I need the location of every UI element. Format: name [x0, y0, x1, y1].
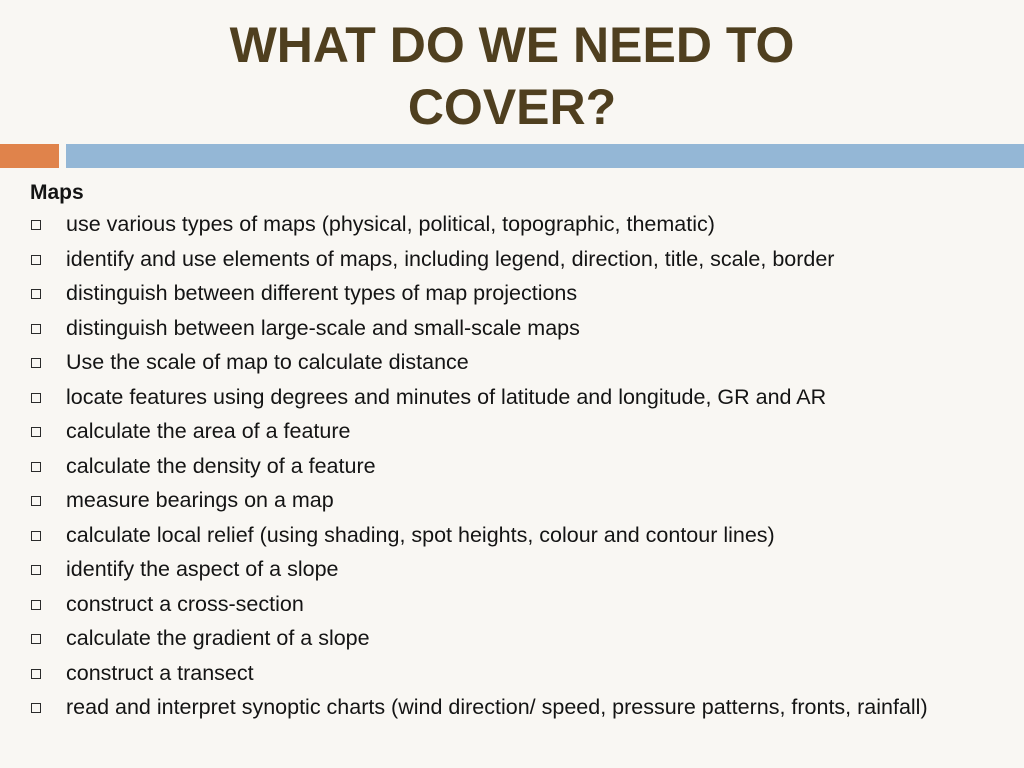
hollow-square-bullet-icon — [31, 220, 41, 230]
hollow-square-bullet-icon — [31, 462, 41, 472]
hollow-square-bullet-icon — [31, 496, 41, 506]
list-item-text: calculate the density of a feature — [66, 453, 376, 478]
list-item — [30, 212, 1005, 236]
list-item-text: read and interpret synoptic charts (wind direction/ speed, pressure patterns, fronts, rainfall) — [66, 695, 928, 719]
list-item — [30, 281, 1005, 305]
bullet-list — [30, 212, 1005, 719]
list-item — [30, 557, 1005, 581]
hollow-square-bullet-icon — [31, 531, 41, 541]
list-item-text: Use the scale of map to calculate distance — [66, 350, 469, 374]
list-item-text: distinguish between large-scale and small-scale maps — [66, 315, 580, 340]
hollow-square-bullet-icon — [31, 393, 41, 403]
list-item — [30, 695, 1005, 719]
list-item — [30, 454, 1005, 478]
slide-title-line-2: COVER? — [407, 79, 617, 135]
list-item-text: locate features using degrees and minutes of latitude and longitude, GR and AR — [66, 384, 827, 409]
list-item — [30, 661, 1005, 685]
hollow-square-bullet-icon — [31, 255, 41, 265]
list-item-text: construct a transect — [66, 660, 254, 685]
list-item — [30, 350, 1005, 374]
list-item-text: distinguish between different types of map projections — [66, 281, 578, 305]
list-item — [30, 385, 1005, 409]
hollow-square-bullet-icon — [31, 600, 41, 610]
divider-accent-block — [0, 144, 59, 168]
list-item — [30, 592, 1005, 616]
list-item-text: construct a cross-section — [66, 591, 304, 616]
hollow-square-bullet-icon — [31, 427, 41, 437]
list-item — [30, 626, 1005, 650]
section-heading: Maps — [30, 181, 84, 204]
list-item — [30, 523, 1005, 547]
hollow-square-bullet-icon — [31, 324, 41, 334]
list-item — [30, 488, 1005, 512]
list-item-text: identify the aspect of a slope — [66, 557, 339, 581]
hollow-square-bullet-icon — [31, 669, 41, 679]
hollow-square-bullet-icon — [31, 703, 41, 713]
slide-title-line-1: WHAT DO WE NEED TO — [229, 17, 795, 73]
list-item-text: calculate local relief (using shading, spot heights, colour and contour lines) — [66, 522, 775, 547]
slide-body — [30, 178, 1005, 719]
list-item-text: use various types of maps (physical, political, topographic, thematic) — [66, 212, 715, 236]
list-item-text: measure bearings on a map — [66, 488, 334, 512]
divider-bar — [66, 144, 1024, 168]
hollow-square-bullet-icon — [31, 289, 41, 299]
list-item — [30, 419, 1005, 443]
list-item-text: calculate the area of a feature — [66, 419, 351, 443]
hollow-square-bullet-icon — [31, 565, 41, 575]
hollow-square-bullet-icon — [31, 358, 41, 368]
slide-title — [0, 14, 1024, 138]
list-item-text: calculate the gradient of a slope — [66, 626, 370, 650]
list-item — [30, 247, 1005, 271]
hollow-square-bullet-icon — [31, 634, 41, 644]
list-item — [30, 316, 1005, 340]
list-item-text: identify and use elements of maps, including legend, direction, title, scale, border — [66, 246, 835, 271]
